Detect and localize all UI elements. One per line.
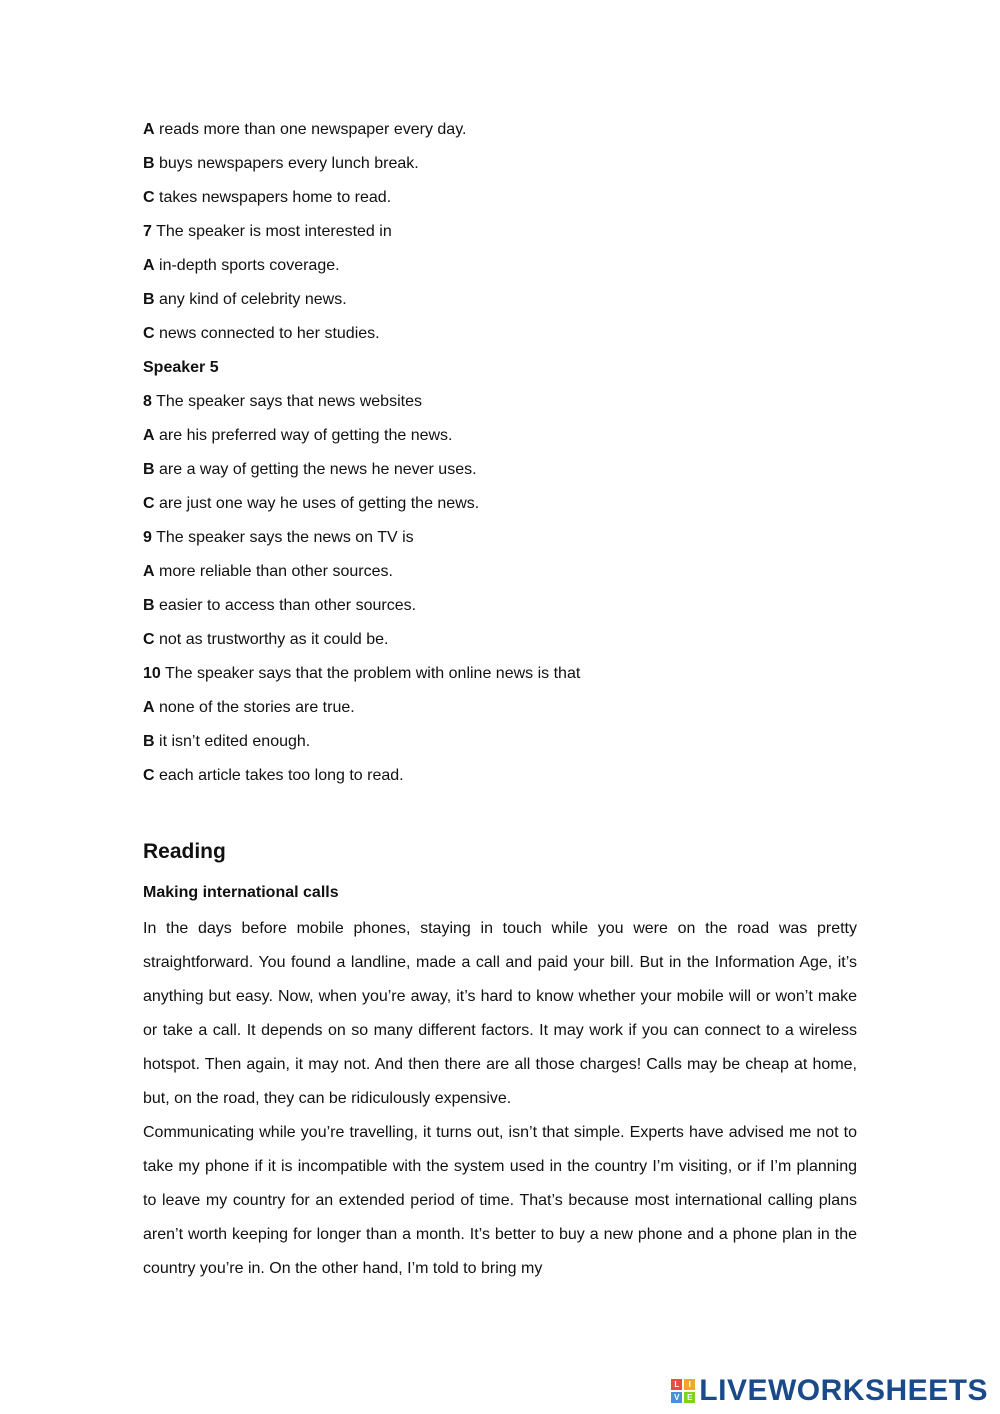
question-line xyxy=(143,151,857,185)
item-text: reads more than one newspaper every day. xyxy=(154,121,467,138)
question-line xyxy=(143,253,857,287)
item-text: are his preferred way of getting the news. xyxy=(154,427,453,444)
section-title: Reading xyxy=(143,840,226,863)
item-label: B xyxy=(143,597,155,614)
item-text: none of the stories are true. xyxy=(154,699,355,716)
item-label: Speaker 5 xyxy=(143,359,219,376)
question-line xyxy=(143,661,857,695)
item-label: 7 xyxy=(143,223,152,240)
item-label: B xyxy=(143,733,155,750)
item-text: The speaker says that news websites xyxy=(151,393,422,410)
item-text: news connected to her studies. xyxy=(154,325,380,342)
item-label: A xyxy=(143,699,155,716)
question-line xyxy=(143,457,857,491)
question-line xyxy=(143,423,857,457)
logo-grid-icon xyxy=(671,1379,695,1403)
item-label: 9 xyxy=(143,529,152,546)
question-line xyxy=(143,287,857,321)
logo-tile: L xyxy=(671,1379,682,1390)
item-text: The speaker says the news on TV is xyxy=(151,529,414,546)
liveworksheets-logo xyxy=(671,1374,988,1408)
item-text: more reliable than other sources. xyxy=(154,563,393,580)
question-line xyxy=(143,219,857,253)
item-label: A xyxy=(143,121,155,138)
item-text: are just one way he uses of getting the news. xyxy=(154,495,480,512)
item-label: B xyxy=(143,461,155,478)
question-line xyxy=(143,491,857,525)
question-line xyxy=(143,593,857,627)
question-line xyxy=(143,559,857,593)
item-label: 10 xyxy=(143,665,161,682)
item-text: buys newspapers every lunch break. xyxy=(154,155,419,172)
item-label: C xyxy=(143,631,155,648)
item-text: easier to access than other sources. xyxy=(154,597,417,614)
question-line xyxy=(143,763,857,797)
logo-tile: E xyxy=(684,1392,695,1403)
item-text: not as trustworthy as it could be. xyxy=(154,631,389,648)
item-text: The speaker is most interested in xyxy=(151,223,392,240)
item-text: it isn’t edited enough. xyxy=(154,733,311,750)
item-label: A xyxy=(143,563,155,580)
question-line xyxy=(143,321,857,355)
question-line xyxy=(143,729,857,763)
item-text: in-depth sports coverage. xyxy=(154,257,340,274)
reading-paragraph-2: Communicating while you’re travelling, it turns out, isn’t that simple. Experts have advised me not to take my phone if it is incompatible with the system used in the country I’m visiting, or if I’m planning to leave my country for an extended period of time. That’s because most international calling plans aren’t worth keeping for longer than a month. It’s better to buy a new phone and a phone plan in the country you’re in. On the other hand, I’m told to bring my xyxy=(143,1124,857,1277)
item-label: C xyxy=(143,325,155,342)
item-text: takes newspapers home to read. xyxy=(154,189,392,206)
item-text: The speaker says that the problem with online news is that xyxy=(160,665,581,682)
question-line xyxy=(143,627,857,661)
speaker-heading xyxy=(143,355,857,389)
question-line xyxy=(143,695,857,729)
logo-text: LIVEWORKSHEETS xyxy=(699,1374,988,1407)
question-line xyxy=(143,525,857,559)
question-line xyxy=(143,185,857,219)
question-list xyxy=(143,117,857,797)
item-label: 8 xyxy=(143,393,152,410)
logo-tile: V xyxy=(671,1392,682,1403)
item-text: any kind of celebrity news. xyxy=(154,291,347,308)
item-label: A xyxy=(143,427,155,444)
item-label: A xyxy=(143,257,155,274)
item-label: C xyxy=(143,495,155,512)
item-label: B xyxy=(143,155,155,172)
item-text: each article takes too long to read. xyxy=(154,767,404,784)
item-label: C xyxy=(143,189,155,206)
question-line xyxy=(143,117,857,151)
item-label: C xyxy=(143,767,155,784)
reading-subtitle: Making international calls xyxy=(143,884,339,901)
item-label: B xyxy=(143,291,155,308)
item-text: are a way of getting the news he never uses. xyxy=(154,461,477,478)
reading-paragraph-1: In the days before mobile phones, staying in touch while you were on the road was pretty straightforward. You found a landline, made a call and paid your bill. But in the Information Age, it’s anything but easy. Now, when you’re away, it’s hard to know whether your mobile will or won’t make or take a call. It depends on so many different factors. It may work if you can connect to a wireless hotspot. Then again, it may not. And then there are all those charges! Calls may be cheap at home, but, on the road, they can be ridiculously expensive. xyxy=(143,920,857,1107)
logo-tile: I xyxy=(684,1379,695,1390)
question-line xyxy=(143,389,857,423)
